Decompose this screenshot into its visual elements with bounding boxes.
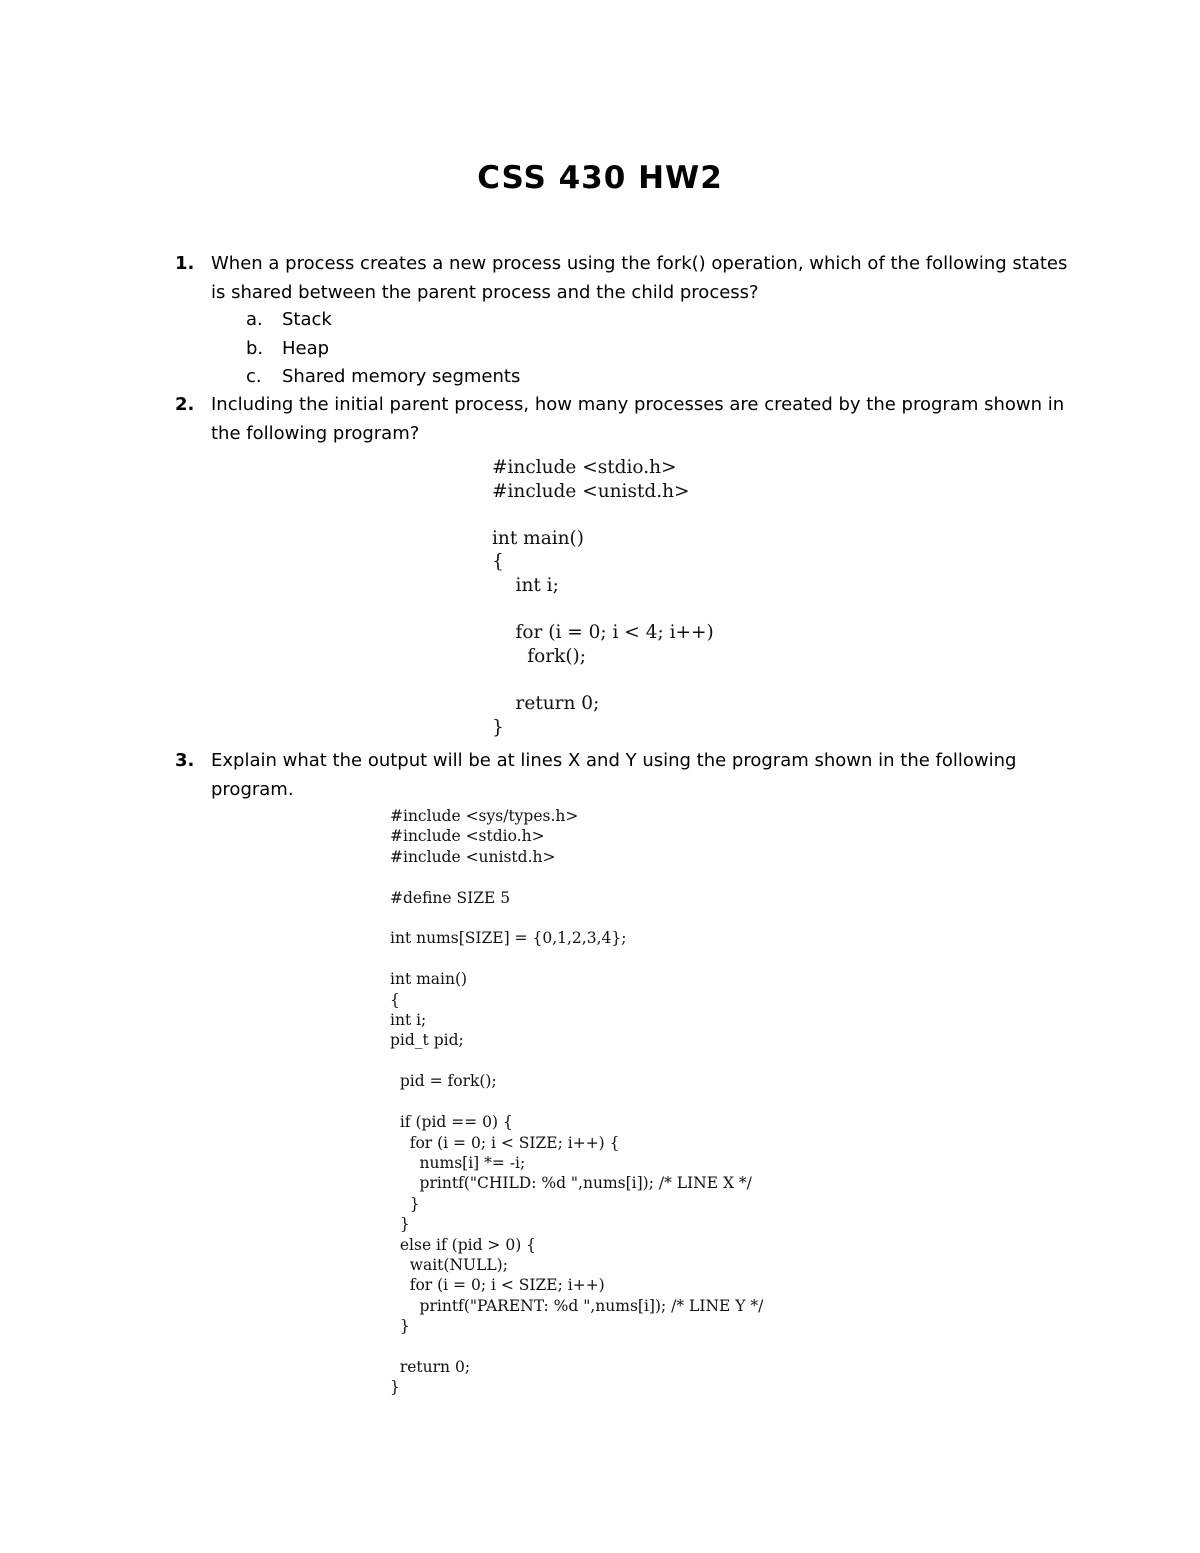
question-text: Explain what the output will be at lines X and Y using the program shown in the following program. (211, 750, 1017, 800)
page-title: CSS 430 HW2 (477, 160, 723, 196)
option-letter: c. (246, 366, 262, 387)
question-number: 3. (175, 750, 195, 771)
question-text: When a process creates a new process using the fork() operation, which of the following states is shared between the parent process and the child process? (211, 253, 1068, 303)
option-a (246, 305, 332, 334)
option-letter: a. (246, 309, 263, 330)
option-text: Shared memory segments (282, 366, 521, 387)
code-block-fork-loop: #include <stdio.h> #include <unistd.h> int main() { int i; for (i = 0; i < 4; i++) fork(); return 0; } (492, 457, 714, 738)
option-letter: b. (246, 338, 264, 359)
question-3 (175, 746, 1075, 804)
question-2 (175, 390, 1075, 448)
question-text: Including the initial parent process, how many processes are created by the program shown in the following program? (211, 394, 1065, 444)
question-number: 1. (175, 253, 195, 274)
option-b (246, 334, 329, 363)
option-c (246, 362, 520, 391)
option-text: Stack (282, 309, 332, 330)
code-block-fork-nums: #include <sys/types.h> #include <stdio.h> #include <unistd.h> #define SIZE 5 int nums[SIZE] = {0,1,2,3,4}; int main() { int i; pid_t pid; pid = fork(); if (pid == 0) { for (i = 0; i < SIZE; i++) { nums[i] *= -i; printf("CHILD: %d ",nums[i]); /* LINE X */ } } else if (pid > 0) { wait(NULL); for (i = 0; i < SIZE; i++) printf("PARENT: %d ",nums[i]); /* LINE Y */ } return 0; } (390, 807, 764, 1397)
question-number: 2. (175, 394, 195, 415)
option-text: Heap (282, 338, 330, 359)
question-1 (175, 249, 1075, 307)
